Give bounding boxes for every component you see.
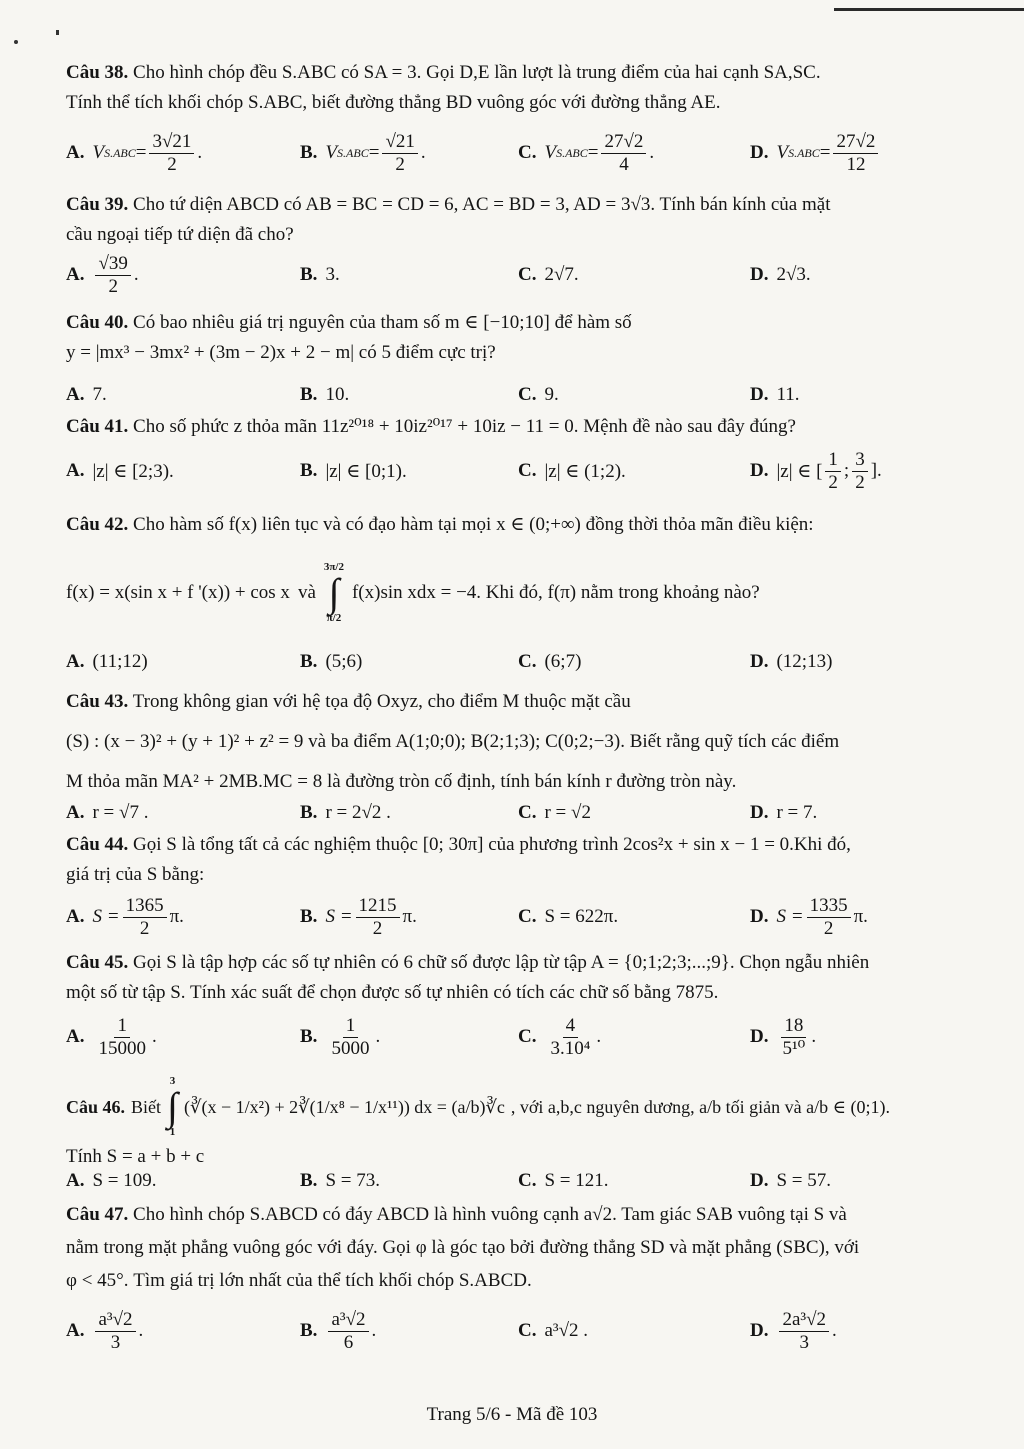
option-c[interactable]: C. |z| ∈ (1;2).	[518, 460, 626, 482]
question-text: giá trị của S bằng:	[66, 864, 205, 885]
question-text: Cho hàm số f(x) liên tục và có đạo hàm tại mọi x ∈ (0;+∞) đồng thời thỏa mãn điều kiện:	[133, 514, 814, 535]
option-c[interactable]: C. (6;7)	[518, 651, 582, 672]
fraction: $\frac{4}{\text{3.10⁴}}$	[550, 1014, 591, 1059]
integral-sign: ∫	[167, 1084, 178, 1129]
option-c[interactable]: C. a³√2 .	[518, 1320, 589, 1341]
option-d[interactable]: D. $\frac{18}{\text{5¹⁰}}$ .	[750, 1014, 817, 1059]
option-d[interactable]: D. 11.	[750, 384, 800, 405]
question-46-line2: Tính S = a + b + c	[66, 1146, 205, 1167]
question-text: (S) : (x − 3)² + (y + 1)² + z² = 9 và ba điểm A(1;0;0); B(2;1;3); C(0;2;−3). Biết rằng quỹ tích các điểm	[66, 731, 840, 752]
option-d[interactable]: D. |z| ∈ [ $\frac{1}{2}$ ; $\frac{3}{2}$ ].	[750, 448, 882, 493]
question-text: cầu ngoại tiếp tứ diện đã cho?	[66, 224, 294, 245]
fraction: $\frac{√21}{2}$	[382, 132, 417, 175]
option-b[interactable]: B. (5;6)	[300, 651, 363, 672]
question-text: y = |mx³ − 3mx² + (3m − 2)x + 2 − m| có 5 điểm cực trị?	[66, 342, 496, 363]
fraction: $\frac{3√21}{2}$	[149, 132, 194, 175]
integral-sign: ∫	[328, 570, 340, 615]
scan-artifact-dot	[14, 40, 18, 44]
option-b[interactable]: B. S = 73.	[300, 1170, 380, 1191]
question-number: Câu 46.	[66, 1097, 126, 1117]
options-47	[66, 1306, 966, 1356]
question-number: Câu 41.	[66, 416, 129, 437]
options-38	[66, 128, 966, 178]
question-46: Câu 46. Biết 3 ∫ 1 (∛(x − 1/x²) + 2∛(1/x⁸ − 1/x¹¹)) dx = (a/b)∛c , với a,b,c nguyên dương, a/b tối giản và a/b ∈ (0;1).	[66, 1075, 890, 1138]
option-c[interactable]: C. S = 622π.	[518, 906, 619, 927]
question-42-formula: f(x) = x(sin x + f '(x)) + cos x và 3π/2 ∫ π/2 f(x)sin xdx = −4. Khi đó, f(π) nằm trong khoảng nào?	[66, 561, 760, 624]
question-text: Cho hình chóp đều S.ABC có SA = 3. Gọi D,E lần lượt là trung điểm của hai cạnh SA,SC.	[133, 62, 821, 83]
option-a[interactable]: A. V S.ABC = $\frac{3√21}{2}$ .	[66, 130, 203, 175]
options-41	[66, 446, 966, 496]
option-c[interactable]: C. 2√7.	[518, 264, 579, 285]
scan-artifact-dot	[56, 30, 59, 35]
question-47	[66, 1198, 966, 1297]
integral: 3 ∫ 1	[167, 1075, 178, 1138]
options-39	[66, 250, 966, 300]
page-footer: Trang 5/6 - Mã đề 103	[426, 1404, 598, 1425]
scan-artifact-line	[834, 8, 1024, 11]
option-c[interactable]: C. S = 121.	[518, 1170, 609, 1191]
options-40	[66, 374, 966, 416]
fraction: $\frac{\text{a³√2}}{6}$	[328, 1310, 368, 1353]
option-b[interactable]: B. 10.	[300, 384, 350, 405]
option-b[interactable]: B. |z| ∈ [0;1).	[300, 460, 407, 482]
fraction: $\frac{1215}{2}$	[356, 896, 400, 939]
option-d[interactable]: D. 2√3.	[750, 264, 811, 285]
question-number: Câu 44.	[66, 834, 129, 855]
fraction: $\frac{18}{\text{5¹⁰}}$	[782, 1014, 806, 1059]
option-d[interactable]: D. V S.ABC = $\frac{27√2}{12}$	[750, 128, 881, 178]
question-text: một số từ tập S. Tính xác suất để chọn được số tự nhiên có tích các chữ số bằng 7875.	[66, 982, 719, 1003]
option-a[interactable]: A. S = 109.	[66, 1170, 157, 1191]
question-text: Gọi S là tập hợp các số tự nhiên có 6 chữ số được lập từ tập A = {0;1;2;3;...;9}. Chọn ngẫu nhiên	[133, 952, 870, 973]
question-text: Cho tứ diện ABCD có AB = BC = CD = 6, AC = BD = 3, AD = 3√3. Tính bán kính của mặt	[133, 194, 831, 215]
question-number: Câu 40.	[66, 312, 129, 333]
question-number: Câu 47.	[66, 1204, 129, 1225]
option-a[interactable]: A. (11;12)	[66, 651, 148, 672]
option-b[interactable]: B. S = $\frac{1215}{2}$ π.	[300, 894, 417, 939]
fraction: $\frac{1}{2}$	[825, 450, 841, 493]
fraction: $\frac{\text{a³√2}}{3}$	[95, 1310, 135, 1353]
option-d[interactable]: D. $\frac{\text{2a³√2}}{3}$ .	[750, 1308, 837, 1353]
fraction: $\frac{1365}{2}$	[123, 896, 167, 939]
options-44	[66, 892, 966, 942]
option-b[interactable]: B. $\frac{\text{a³√2}}{6}$ .	[300, 1308, 377, 1353]
question-number: Câu 42.	[66, 514, 129, 535]
option-c[interactable]: C. V S.ABC = $\frac{27√2}{4}$ .	[518, 130, 655, 175]
question-text: φ < 45°. Tìm giá trị lớn nhất của thể tích khối chóp S.ABCD.	[66, 1270, 532, 1291]
question-text: Gọi S là tổng tất cả các nghiệm thuộc [0; 30π] của phương trình 2cos²x + sin x − 1 = 0.Khi đó,	[133, 834, 851, 855]
fraction: $\frac{\text{2a³√2}}{3}$	[779, 1310, 829, 1353]
fraction: $\frac{1}{5000}$	[331, 1014, 370, 1059]
option-a[interactable]: A. r = √7 .	[66, 802, 149, 823]
option-a[interactable]: A. $\frac{\text{a³√2}}{3}$ .	[66, 1308, 144, 1353]
fraction: $\frac{27√2}{12}$	[833, 132, 878, 175]
options-45	[66, 1012, 966, 1062]
option-a[interactable]: A. $\frac{√39}{2}$ .	[66, 252, 139, 297]
question-42	[66, 510, 966, 540]
option-c[interactable]: C. r = √2	[518, 802, 591, 823]
question-text: M thỏa mãn MA² + 2MB.MC = 8 là đường tròn cố định, tính bán kính r đường tròn này.	[66, 771, 737, 792]
fraction: $\frac{1}{15000}$	[98, 1014, 146, 1059]
fraction: $\frac{3}{2}$	[852, 450, 868, 493]
options-46	[66, 1166, 966, 1196]
integral: 3π/2 ∫ π/2	[323, 561, 344, 624]
option-b[interactable]: B. r = 2√2 .	[300, 802, 391, 823]
question-text: Cho số phức z thỏa mãn 11z²⁰¹⁸ + 10iz²⁰¹⁷ + 10iz − 11 = 0. Mệnh đề nào sau đây đúng?	[133, 416, 796, 437]
question-41	[66, 412, 966, 442]
option-c[interactable]: C. 9.	[518, 384, 559, 405]
question-text: Trong không gian với hệ tọa độ Oxyz, cho điểm M thuộc mặt cầu	[132, 691, 631, 712]
question-number: Câu 39.	[66, 194, 129, 215]
question-number: Câu 45.	[66, 952, 129, 973]
question-text: nằm trong mặt phẳng vuông góc với đáy. Gọi φ là góc tạo bởi đường thẳng SD và mặt phẳng (SBC), với	[66, 1237, 860, 1258]
option-c[interactable]: C. $\frac{4}{\text{3.10⁴}}$ .	[518, 1014, 602, 1059]
question-number: Câu 43.	[66, 691, 129, 712]
option-b[interactable]: B. $\frac{1}{5000}$ .	[300, 1014, 381, 1059]
question-text: Cho hình chóp S.ABCD có đáy ABCD là hình vuông cạnh a√2. Tam giác SAB vuông tại S và	[133, 1204, 847, 1225]
question-44	[66, 830, 966, 890]
question-45	[66, 948, 966, 1008]
question-38	[66, 58, 966, 118]
fraction: $\frac{√39}{2}$	[95, 254, 130, 297]
option-d[interactable]: D. (12;13)	[750, 651, 833, 672]
options-43	[66, 796, 966, 830]
option-b[interactable]: B. 3.	[300, 264, 340, 285]
question-text: Tính thể tích khối chóp S.ABC, biết đường thẳng BD vuông góc với đường thẳng AE.	[66, 92, 721, 113]
option-d[interactable]: D. S = $\frac{1335}{2}$ π.	[750, 894, 868, 939]
option-a[interactable]: A. |z| ∈ [2;3).	[66, 460, 174, 482]
question-39	[66, 190, 966, 250]
fraction: $\frac{1335}{2}$	[807, 896, 851, 939]
option-d[interactable]: D. S = 57.	[750, 1170, 832, 1191]
question-40	[66, 308, 966, 368]
fraction: $\frac{27√2}{4}$	[601, 132, 646, 175]
option-d[interactable]: D. r = 7.	[750, 802, 818, 823]
question-43	[66, 682, 966, 802]
question-number: Câu 38.	[66, 62, 129, 83]
option-a[interactable]: A. S = $\frac{1365}{2}$ π.	[66, 894, 184, 939]
option-a[interactable]: A. $\frac{1}{15000}$ .	[66, 1014, 157, 1059]
options-42	[66, 640, 966, 684]
option-a[interactable]: A. 7.	[66, 384, 107, 405]
question-text: Có bao nhiêu giá trị nguyên của tham số m ∈ [−10;10] để hàm số	[133, 312, 632, 333]
option-b[interactable]: B. V S.ABC = $\frac{√21}{2}$ .	[300, 130, 426, 175]
